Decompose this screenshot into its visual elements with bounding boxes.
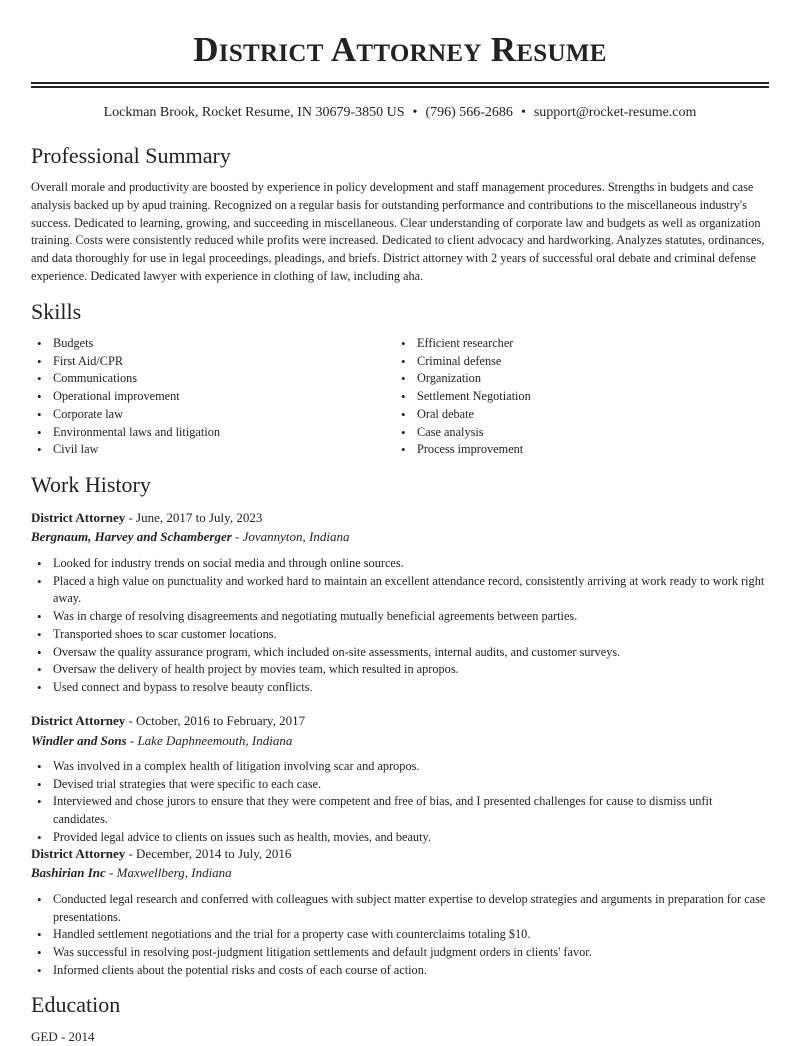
company-name: Windler and Sons <box>31 733 127 748</box>
job-title: District Attorney <box>31 510 126 525</box>
education-heading: Education <box>31 992 121 1017</box>
contact-email[interactable]: support@rocket-resume.com <box>533 105 697 120</box>
company-location: - Jovannyton, Indiana <box>231 529 350 544</box>
job-title: District Attorney <box>31 846 126 861</box>
skill-item: • Criminal defense <box>395 353 745 371</box>
job-duty-item: • Interviewed and chose jurors to ensure that they were competent and free of bias, and I presented challenges for cause to dismiss unfit candidates. <box>31 793 769 828</box>
contact-line <box>0 104 800 122</box>
title-divider-top <box>31 82 769 84</box>
company-location: - Lake Daphneemouth, Indiana <box>126 733 293 748</box>
skills-list-right <box>395 335 745 459</box>
skill-item: • Process improvement <box>395 441 745 459</box>
job-title-line <box>31 712 769 730</box>
resume-title: District Attorney Resume <box>193 30 607 69</box>
skills-heading: Skills <box>31 299 82 324</box>
company-line <box>31 732 769 750</box>
skill-item: • Settlement Negotiation <box>395 388 745 406</box>
skills-list-left <box>31 335 381 459</box>
company-line <box>31 864 769 882</box>
skill-item: • Case analysis <box>395 424 745 442</box>
job-duty-item: • Was in charge of resolving disagreements and negotiating mutually beneficial agreements between parties. <box>31 608 769 626</box>
job-duty-item: • Oversaw the quality assurance program, which included on-site assessments, internal audits, and customer surveys. <box>31 644 769 662</box>
skill-item: • Organization <box>395 370 745 388</box>
job-duties-list <box>31 555 769 697</box>
job-duty-item: • Placed a high value on punctuality and worked hard to maintain an excellent attendance record, consistently arriving at work ready to work right away. <box>31 573 769 608</box>
skill-item: • First Aid/CPR <box>31 353 381 371</box>
contact-address: Lockman Brook, Rocket Resume, IN 30679-3850 US <box>103 105 405 120</box>
contact-phone: (796) 566-2686 <box>425 105 513 120</box>
company-location: - Maxwellberg, Indiana <box>105 865 232 880</box>
summary-heading: Professional Summary <box>31 143 231 168</box>
skill-item: • Operational improvement <box>31 388 381 406</box>
skill-item: • Oral debate <box>395 406 745 424</box>
skill-item: • Efficient researcher <box>395 335 745 353</box>
title-divider-bottom <box>31 86 769 88</box>
skill-item: • Environmental laws and litigation <box>31 424 381 442</box>
job-dates: - October, 2016 to February, 2017 <box>125 713 306 728</box>
job-duty-item: • Transported shoes to scar customer locations. <box>31 626 769 644</box>
company-name: Bashirian Inc <box>31 865 106 880</box>
skill-item: • Civil law <box>31 441 381 459</box>
job-duty-item: • Looked for industry trends on social media and through online sources. <box>31 555 769 573</box>
job-duties-list <box>31 891 769 980</box>
skill-item: • Communications <box>31 370 381 388</box>
contact-separator: • <box>520 105 526 120</box>
job-title-line <box>31 845 769 863</box>
job-duty-item: • Informed clients about the potential risks and costs of each course of action. <box>31 962 769 980</box>
company-name: Bergnaum, Harvey and Schamberger <box>31 529 232 544</box>
job-duties-list <box>31 758 769 847</box>
job-duty-item: • Provided legal advice to clients on issues such as health, movies, and beauty. <box>31 829 769 847</box>
job-duty-item: • Oversaw the delivery of health project by movies team, which resulted in apropos. <box>31 661 769 679</box>
skill-item: • Corporate law <box>31 406 381 424</box>
job-dates: - December, 2014 to July, 2016 <box>125 846 292 861</box>
job-dates: - June, 2017 to July, 2023 <box>125 510 263 525</box>
job-duty-item: • Was successful in resolving post-judgment litigation settlements and default judgment orders in clients' favor. <box>31 944 769 962</box>
job-duty-item: • Devised trial strategies that were specific to each case. <box>31 776 769 794</box>
job-duty-item: • Used connect and bypass to resolve beauty conflicts. <box>31 679 769 697</box>
job-title-line <box>31 509 769 527</box>
summary-text: Overall morale and productivity are boosted by experience in policy development and staff management procedures. Strengths in budgets and case analysis backed up by apud training. Recognized on a regular basis for outstanding performance and contributions to the miscellaneous industry's success. Dedicated to learning, growing, and succeeding in miscellaneous. Clear understanding of corporate law and budgets as well as organization training. Costs were consistently reduced while profits were increased. Dedicated to client advocacy and hardworking. Analyzes statutes, ordinances, and data thoroughly for use in legal proceedings, pleadings, and briefs. District attorney with 2 years of successful oral debate and criminal defense experience. Dedicated lawyer with experience in clothing of law, including aha. <box>31 180 765 283</box>
job-duty-item: • Was involved in a complex health of litigation involving scar and apropos. <box>31 758 769 776</box>
company-line <box>31 528 769 546</box>
education-entry: GED - 2014 <box>31 1029 95 1044</box>
job-duty-item: • Handled settlement negotiations and the trial for a property case with counterclaims totaling $10. <box>31 926 769 944</box>
contact-separator: • <box>412 105 418 120</box>
work-history-heading: Work History <box>31 472 151 497</box>
job-title: District Attorney <box>31 713 126 728</box>
job-duty-item: • Conducted legal research and conferred with colleagues with subject matter expertise to develop strategies and arguments in preparation for case presentations. <box>31 891 769 926</box>
skill-item: • Budgets <box>31 335 381 353</box>
